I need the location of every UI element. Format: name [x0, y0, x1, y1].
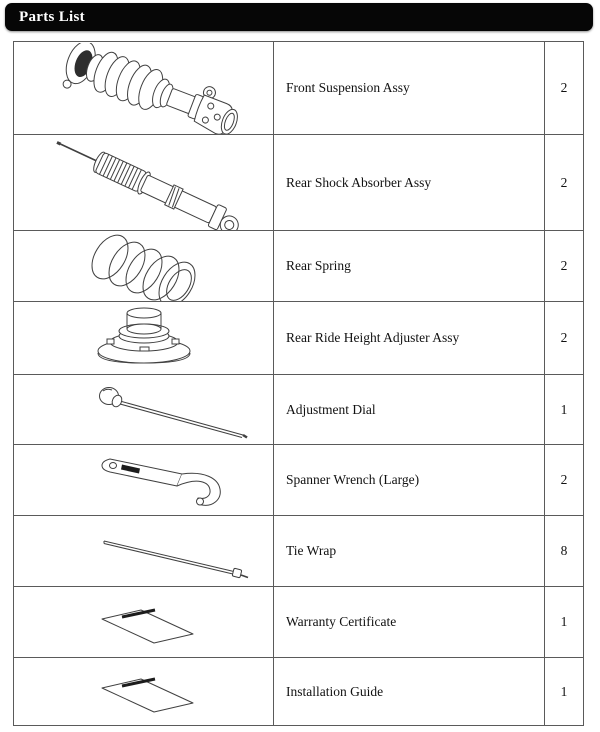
- part-qty: 2: [545, 445, 584, 516]
- part-qty: 2: [545, 42, 584, 135]
- page-title: Parts List: [19, 8, 85, 25]
- rear-ride-height-adjuster-icon: [14, 303, 272, 374]
- parts-table: [13, 41, 584, 726]
- adjustment-dial-icon: [14, 376, 272, 444]
- part-qty: 2: [545, 135, 584, 231]
- part-name: Rear Spring: [274, 231, 545, 302]
- table-row: [14, 375, 584, 445]
- part-name: Spanner Wrench (Large): [274, 445, 545, 516]
- warranty-certificate-icon: [14, 588, 272, 657]
- table-row: [14, 587, 584, 658]
- part-name: Front Suspension Assy: [274, 42, 545, 135]
- part-qty: 8: [545, 516, 584, 587]
- installation-guide-icon: [14, 659, 272, 725]
- part-name: Installation Guide: [274, 658, 545, 726]
- tie-wrap-icon: [14, 517, 272, 586]
- table-row: [14, 42, 584, 135]
- rear-shock-absorber-assy-icon: [14, 136, 272, 230]
- part-illustration-cell: [14, 445, 274, 516]
- part-name: Warranty Certificate: [274, 587, 545, 658]
- part-illustration-cell: [14, 375, 274, 445]
- part-illustration-cell: [14, 42, 274, 135]
- front-suspension-assy-icon: [14, 43, 272, 134]
- table-row: [14, 135, 584, 231]
- part-qty: 1: [545, 658, 584, 726]
- spanner-wrench-large-icon: [14, 446, 272, 515]
- part-name: Tie Wrap: [274, 516, 545, 587]
- table-row: [14, 302, 584, 375]
- part-illustration-cell: [14, 302, 274, 375]
- part-qty: 2: [545, 231, 584, 302]
- part-name: Rear Ride Height Adjuster Assy: [274, 302, 545, 375]
- table-row: [14, 658, 584, 726]
- part-name: Rear Shock Absorber Assy: [274, 135, 545, 231]
- part-name: Adjustment Dial: [274, 375, 545, 445]
- table-row: [14, 516, 584, 587]
- part-qty: 1: [545, 587, 584, 658]
- part-illustration-cell: [14, 658, 274, 726]
- part-illustration-cell: [14, 135, 274, 231]
- page-title-bar: [5, 3, 593, 31]
- part-illustration-cell: [14, 231, 274, 302]
- table-row: [14, 231, 584, 302]
- part-illustration-cell: [14, 587, 274, 658]
- part-illustration-cell: [14, 516, 274, 587]
- part-qty: 2: [545, 302, 584, 375]
- part-qty: 1: [545, 375, 584, 445]
- rear-spring-icon: [14, 232, 272, 301]
- table-row: [14, 445, 584, 516]
